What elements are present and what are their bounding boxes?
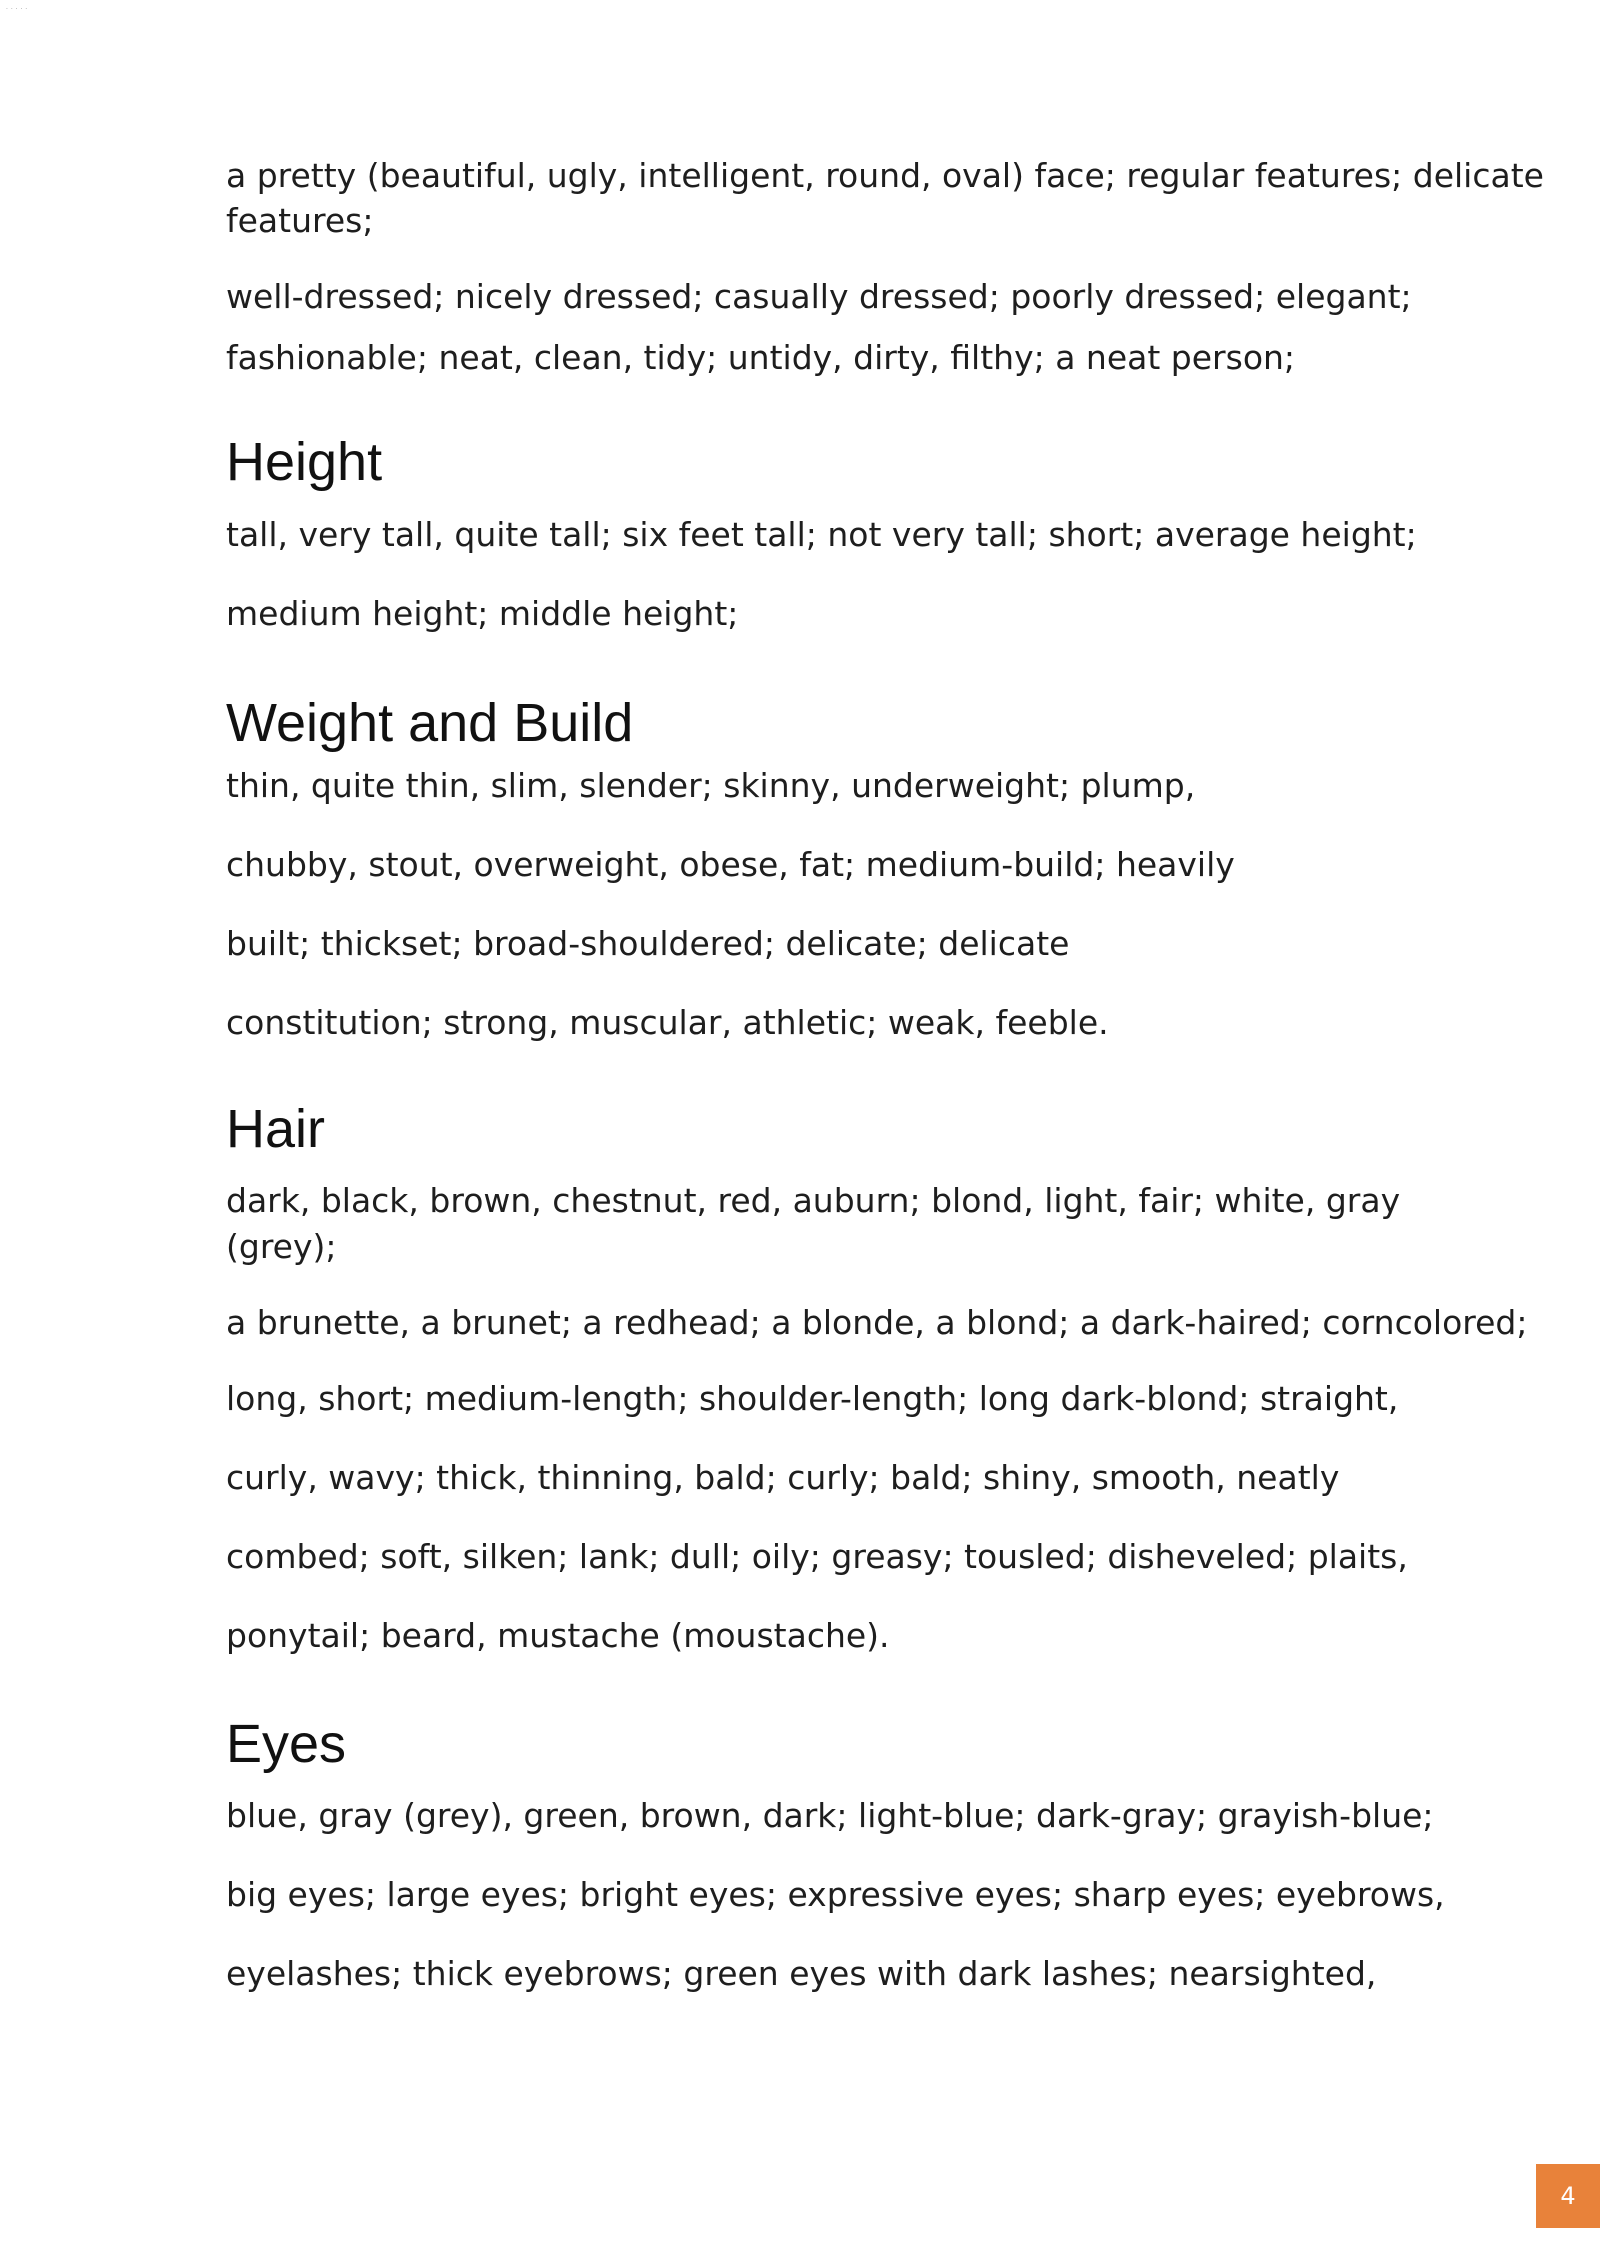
heading-weight-and-build: Weight and Build bbox=[226, 693, 634, 753]
eyes-line-2: big eyes; large eyes; bright eyes; expressive eyes; sharp eyes; eyebrows, bbox=[226, 1875, 1445, 1914]
corner-mark: · · · · · bbox=[6, 6, 28, 13]
intro-line-3: well-dressed; nicely dressed; casually dressed; poorly dressed; elegant; bbox=[226, 277, 1412, 316]
hair-line-4: long, short; medium-length; shoulder-length; long dark-blond; straight, bbox=[226, 1379, 1399, 1418]
height-line-2: medium height; middle height; bbox=[226, 594, 739, 633]
height-line-1: tall, very tall, quite tall; six feet tall; not very tall; short; average height; bbox=[226, 515, 1417, 554]
heading-height: Height bbox=[226, 432, 383, 492]
heading-hair: Hair bbox=[226, 1099, 326, 1159]
hair-line-5: curly, wavy; thick, thinning, bald; curly; bald; shiny, smooth, neatly bbox=[226, 1458, 1340, 1497]
weight-line-3: built; thickset; broad-shouldered; delicate; delicate bbox=[226, 924, 1070, 963]
intro-line-4: fashionable; neat, clean, tidy; untidy, dirty, filthy; a neat person; bbox=[226, 338, 1296, 377]
eyes-line-3: eyelashes; thick eyebrows; green eyes with dark lashes; nearsighted, bbox=[226, 1954, 1377, 1993]
intro-line-2: features; bbox=[226, 201, 374, 240]
eyes-line-1: blue, gray (grey), green, brown, dark; light-blue; dark-gray; grayish-blue; bbox=[226, 1796, 1434, 1835]
page-number-badge: 4 bbox=[1536, 2164, 1600, 2228]
hair-line-7: ponytail; beard, mustache (moustache). bbox=[226, 1616, 890, 1655]
weight-line-4: constitution; strong, muscular, athletic; weak, feeble. bbox=[226, 1003, 1109, 1042]
weight-line-1: thin, quite thin, slim, slender; skinny, underweight; plump, bbox=[226, 766, 1196, 805]
hair-line-3: a brunette, a brunet; a redhead; a blonde, a blond; a dark-haired; corncolored; bbox=[226, 1303, 1528, 1342]
hair-line-2: (grey); bbox=[226, 1227, 337, 1266]
weight-line-2: chubby, stout, overweight, obese, fat; medium-build; heavily bbox=[226, 845, 1235, 884]
heading-eyes: Eyes bbox=[226, 1714, 347, 1774]
hair-line-1: dark, black, brown, chestnut, red, auburn; blond, light, fair; white, gray bbox=[226, 1181, 1401, 1220]
hair-line-6: combed; soft, silken; lank; dull; oily; greasy; tousled; disheveled; plaits, bbox=[226, 1537, 1408, 1576]
intro-line-1: a pretty (beautiful, ugly, intelligent, round, oval) face; regular features; delicate bbox=[226, 156, 1544, 195]
